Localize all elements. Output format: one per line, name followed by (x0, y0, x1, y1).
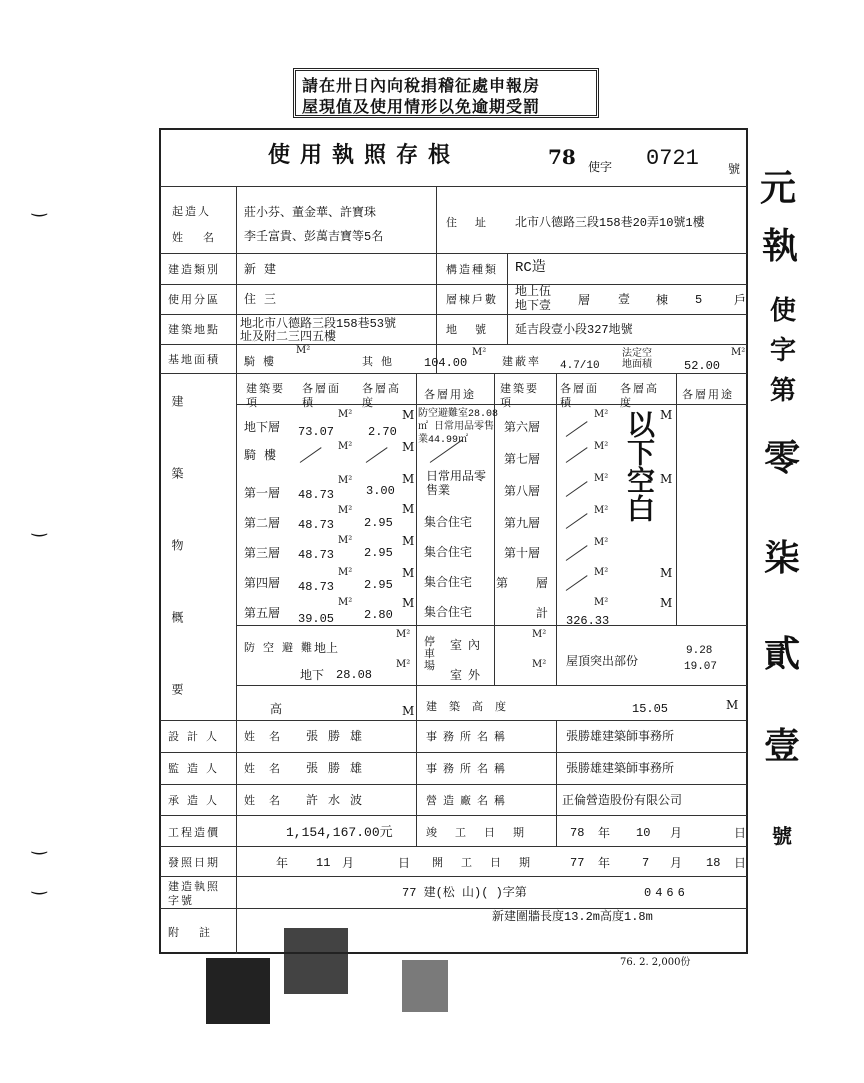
floor-area: 39.05 (298, 612, 335, 626)
contractor-label: 承造人 (168, 794, 225, 807)
site-address-2: 址及附二三四五樓 (240, 330, 337, 344)
shelter-below-label: 地下 (300, 668, 325, 682)
seal-stamp (206, 958, 270, 1024)
floor-use: 集合住宅 (424, 576, 473, 590)
roof-protrusion-2: 19.07 (684, 661, 718, 673)
seal-stamp-2 (284, 928, 348, 994)
permit-text: 77 建(松 山)( )字第 (402, 886, 527, 900)
notice-line-2: 屋現值及使用情形以免逾期受罰 (302, 97, 541, 116)
indoor-label: 室內 (450, 638, 487, 652)
note-label: 附註 (168, 926, 230, 939)
roof-protrusion-1: 9.28 (686, 645, 713, 657)
floor-area: 48.73 (298, 518, 335, 532)
day-word: 日 (734, 856, 747, 870)
completion-year: 78 (570, 826, 585, 840)
month-word: 月 (670, 826, 683, 840)
applicant-address: 北市八德路三段158巷20弄10號1樓 (515, 216, 705, 230)
shelter-below-value: 28.08 (336, 668, 373, 682)
unit-m2: M² (731, 347, 746, 358)
building-height-label: 建築高度 (426, 700, 518, 713)
contractor-name-label: 姓名 (244, 794, 294, 807)
permit-type: 使字 (588, 160, 613, 174)
side-char: 使 (770, 296, 797, 326)
floor-name: 第三層 (244, 546, 281, 560)
supervisor-office: 張勝雄建築師事務所 (566, 762, 675, 776)
seal-stamp-3 (402, 960, 448, 1012)
col-height-right: 各層高度 (620, 382, 659, 409)
total-label: 計 (536, 606, 549, 620)
floor-area: 73.07 (298, 425, 335, 439)
notice-stamp (293, 68, 599, 118)
lot-label: 地號 (446, 323, 504, 336)
floor-use: 集合住宅 (424, 516, 473, 530)
issue-month: 11 (316, 856, 331, 870)
other-label: 其他 (362, 355, 400, 368)
col-use-right: 各層用途 (682, 388, 734, 401)
contractor-firm: 正倫營造股份有限公司 (562, 794, 683, 808)
permit-label: 建造執照字號 (168, 880, 220, 907)
contractor-firm-label: 營造廠名稱 (426, 794, 511, 807)
floor-use: 集合住宅 (424, 606, 473, 620)
floor-name: 第二層 (244, 516, 281, 530)
floor-use: 防空避難室28.08㎡ 日常用品零售業44.99㎡ (418, 409, 499, 446)
category-value: 新建 (244, 263, 285, 277)
floor-area: 48.73 (298, 548, 335, 562)
side-char: 元 (760, 167, 797, 209)
floor-height: 3.00 (366, 484, 395, 498)
supervisor-name: 張勝雄 (306, 762, 373, 776)
completion-label: 竣工日期 (426, 826, 542, 839)
building-summary-label: 建築物概要 (170, 395, 184, 755)
applicant-names-2: 李壬富貴、彭萬吉寶等5名 (244, 230, 384, 244)
floor-name: 騎樓 (244, 448, 285, 462)
outdoor-label: 室外 (450, 668, 487, 682)
floors-below: 地下壹 (515, 299, 552, 313)
supervisor-label: 監造人 (168, 762, 225, 775)
cost-label: 工程造價 (168, 826, 220, 839)
floor-use: 日常用品零售業 (426, 470, 487, 498)
floor-name: 第五層 (244, 606, 281, 620)
total-area: 326.33 (566, 614, 610, 628)
floor-height: 2.95 (364, 516, 393, 530)
permit-num: 0466 (644, 886, 689, 900)
name-label: 姓名 (172, 231, 234, 244)
floor-area: 48.73 (298, 488, 335, 502)
side-char: 壹 (764, 725, 801, 767)
shelter-above-label: 地上 (314, 641, 339, 655)
floor-height: 2.95 (364, 578, 393, 592)
floor-name: 第一層 (244, 486, 281, 500)
arcade-label: 騎樓 (244, 355, 282, 368)
base-area-label: 基地面積 (168, 353, 220, 366)
unit-count: 5 (695, 293, 703, 307)
floor-height: 2.70 (368, 425, 397, 439)
structure-label: 構造種類 (446, 263, 498, 276)
shelter-label: 防空避難 (244, 641, 320, 654)
side-char: 柒 (764, 537, 801, 579)
col-area: 各層面積 (302, 382, 341, 409)
form-title: 使用執照存根 (268, 142, 461, 168)
parking-label: 停車場 (424, 635, 435, 672)
cost-value: 1,154,167.00元 (286, 825, 393, 840)
col-item-right: 建築要項 (500, 382, 539, 409)
side-char: 貳 (764, 633, 801, 675)
floor-area: 48.73 (298, 580, 335, 594)
blank-note: 以下空白 (623, 410, 656, 522)
floor-name-right: 第六層 (504, 420, 541, 434)
floor-word: 層 (578, 293, 591, 307)
side-char: 第 (770, 376, 797, 406)
year-word: 年 (276, 856, 289, 870)
site-label: 建築地點 (168, 323, 220, 336)
floor-name: 地下層 (244, 420, 281, 434)
floor-name-right: 第九層 (504, 516, 541, 530)
year-word: 年 (598, 826, 611, 840)
floor-name-right: 第 層 (496, 576, 560, 590)
designer-name: 張勝雄 (306, 730, 373, 744)
supervisor-name-label: 姓名 (244, 762, 294, 775)
permit-suffix: 號 (728, 162, 741, 176)
start-month: 7 (642, 856, 650, 870)
floor-name-right: 第十層 (504, 546, 541, 560)
start-year: 77 (570, 856, 585, 870)
floors-units-label: 層棟戶數 (446, 293, 498, 306)
designer-name-label: 姓名 (244, 730, 294, 743)
zoning-value: 住三 (244, 293, 285, 307)
side-char: 字 (770, 336, 797, 366)
side-char: 零 (764, 437, 801, 479)
month-word: 月 (670, 856, 683, 870)
floor-height: 2.95 (364, 546, 393, 560)
floor-name-right: 第七層 (504, 452, 541, 466)
note-text: 新建圍牆長度13.2m高度1.8m (492, 910, 653, 924)
day-word: 日 (398, 856, 411, 870)
unit-m2: M² (472, 347, 487, 358)
contractor-name: 許水波 (306, 794, 373, 808)
supervisor-office-label: 事務所名稱 (426, 762, 511, 775)
unit-m2: M² (296, 345, 311, 356)
permit-year: 78 (548, 145, 576, 169)
side-char: 執 (762, 225, 799, 267)
start-day: 18 (706, 856, 721, 870)
structure-value: RC造 (515, 260, 546, 276)
address-label: 住址 (446, 216, 504, 229)
designer-label: 設計人 (168, 730, 225, 743)
bldg-count: 壹 (618, 293, 631, 307)
height-label: 高 (270, 702, 283, 716)
designer-office-label: 事務所名稱 (426, 730, 511, 743)
legal-open-value: 52.00 (684, 359, 721, 373)
unit-word: 戶 (734, 293, 747, 307)
col-item: 建築要項 (246, 382, 285, 409)
legal-open-label: 法定空地面積 (622, 348, 652, 370)
site-address-1: 地北市八德路三段158巷53號 (240, 317, 397, 331)
floor-height: 2.80 (364, 608, 393, 622)
start-label: 開工日期 (432, 856, 548, 869)
category-label: 建造類別 (168, 263, 220, 276)
floor-name-right: 第八層 (504, 484, 541, 498)
notice-line-1: 請在卅日內向稅捐稽征處申報房 (302, 76, 541, 95)
bldg-word: 棟 (656, 293, 669, 307)
year-word: 年 (598, 856, 611, 870)
lot-value: 延吉段壹小段327地號 (515, 323, 633, 337)
zoning-label: 使用分區 (168, 293, 220, 306)
floor-name: 第四層 (244, 576, 281, 590)
completion-month: 10 (636, 826, 651, 840)
base-area-value: 104.00 (424, 356, 468, 370)
roof-protrusion-label: 屋頂突出部份 (566, 654, 639, 668)
floors-above: 地上伍 (515, 285, 552, 299)
applicant-names-1: 莊小芬、董金華、許寶珠 (244, 206, 377, 220)
permit-number: 0721 (646, 146, 699, 171)
day-word: 日 (734, 826, 747, 840)
col-height: 各層高度 (362, 382, 401, 409)
month-word: 月 (342, 856, 355, 870)
coverage-value: 4.7/10 (560, 360, 600, 372)
floor-use: 集合住宅 (424, 546, 473, 560)
side-char: 號 (772, 824, 792, 848)
col-use: 各層用途 (424, 388, 476, 401)
coverage-label: 建蔽率 (502, 355, 541, 368)
print-run: 76. 2. 2,000份 (620, 957, 691, 968)
designer-office: 張勝雄建築師事務所 (566, 730, 675, 744)
applicant-label: 起造人 (172, 205, 211, 218)
col-area-right: 各層面積 (560, 382, 599, 409)
building-height-value: 15.05 (632, 702, 669, 716)
issue-date-label: 發照日期 (168, 856, 220, 869)
